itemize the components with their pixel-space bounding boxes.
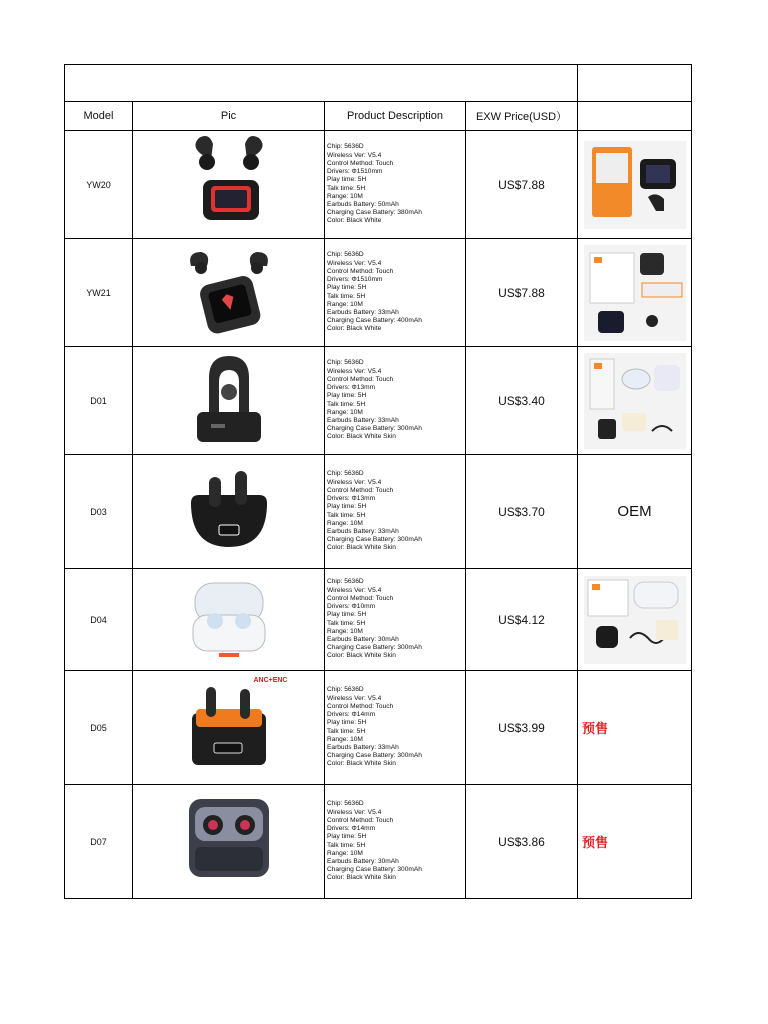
spec-line: Range: 10M (327, 300, 363, 308)
spec-line: Chip: 5636D (327, 359, 364, 367)
spec-line: Control Method: Touch (327, 267, 394, 275)
spec-line: Color: Black White Skin (327, 433, 396, 441)
spec-line: Chip: 5636D (327, 470, 364, 478)
spec-line: Range: 10M (327, 627, 363, 635)
spec-line: Color: Black White (327, 217, 382, 225)
earbuds-product-image (179, 242, 279, 338)
spec-line: Charging Case Battery: 400mAh (327, 317, 422, 325)
oem-text: OEM (617, 502, 652, 520)
spec-line: Drivers: Φ13mm (327, 495, 376, 503)
spec-line: Wireless Ver: V5.4 (327, 694, 382, 702)
retail-package-image (582, 574, 688, 666)
spec-line: Play time: 5H (327, 392, 367, 400)
product-model: YW21 (65, 239, 133, 347)
product-description (325, 131, 466, 239)
spec-line: Charging Case Battery: 300mAh (327, 644, 422, 652)
earbuds-product-image (174, 677, 284, 773)
exw-price: US$3.99 (466, 671, 578, 785)
package-photo (578, 569, 692, 671)
spec-line: Drivers: Φ14mm (327, 711, 376, 719)
product-picture (133, 569, 325, 671)
earbuds-product-image (179, 461, 279, 557)
spec-line: Control Method: Touch (327, 594, 394, 602)
spec-line: Earbuds Battery: 33mAh (327, 308, 399, 316)
product-model: D04 (65, 569, 133, 671)
exw-price: US$3.40 (466, 347, 578, 455)
header-description: Product Description (325, 102, 466, 131)
spec-line: Control Method: Touch (327, 375, 394, 383)
retail-package-image (582, 139, 688, 231)
spec-line: Drivers: Φ1510mm (327, 168, 383, 176)
spec-line: Chip: 5636D (327, 686, 364, 694)
spec-line: Drivers: Φ10mm (327, 603, 376, 611)
product-row (65, 569, 692, 671)
presale-text: 预售 (582, 721, 609, 736)
product-model: D03 (65, 455, 133, 569)
product-description (325, 671, 466, 785)
product-description (325, 785, 466, 899)
package-photo (578, 239, 692, 347)
spec-line: Color: Black White Skin (327, 760, 396, 768)
product-picture (133, 239, 325, 347)
presale-label (578, 671, 692, 785)
spec-line: Control Method: Touch (327, 702, 394, 710)
exw-price: US$4.12 (466, 569, 578, 671)
product-row (65, 785, 692, 899)
spec-line: Earbuds Battery: 33mAh (327, 743, 399, 751)
product-row (65, 455, 692, 569)
spec-line: Chip: 5636D (327, 251, 364, 259)
presale-label (578, 785, 692, 899)
header-extra (578, 102, 692, 131)
exw-price: US$7.88 (466, 131, 578, 239)
product-picture (133, 785, 325, 899)
product-row (65, 347, 692, 455)
earbuds-product-image (179, 350, 279, 446)
spec-line: Control Method: Touch (327, 486, 394, 494)
spec-line: Earbuds Battery: 50mAh (327, 200, 399, 208)
spec-line: Wireless Ver: V5.4 (327, 586, 382, 594)
exw-price: US$3.86 (466, 785, 578, 899)
product-model: D01 (65, 347, 133, 455)
spec-line: Play time: 5H (327, 833, 367, 841)
product-picture (133, 455, 325, 569)
product-description (325, 347, 466, 455)
spec-line: Charging Case Battery: 300mAh (327, 752, 422, 760)
product-description (325, 569, 466, 671)
spec-line: Range: 10M (327, 735, 363, 743)
spec-line: Control Method: Touch (327, 159, 394, 167)
spec-line: Drivers: Φ1510mm (327, 276, 383, 284)
spec-line: Range: 10M (327, 408, 363, 416)
retail-package-image (582, 351, 688, 451)
product-model: D05 (65, 671, 133, 785)
spec-line: Chip: 5636D (327, 800, 364, 808)
spec-line: Earbuds Battery: 30mAh (327, 857, 399, 865)
title-row (65, 65, 692, 102)
retail-package-image (582, 243, 688, 343)
product-model: D07 (65, 785, 133, 899)
product-model: YW20 (65, 131, 133, 239)
product-row (65, 239, 692, 347)
oem-label (578, 455, 692, 569)
spec-line: Wireless Ver: V5.4 (327, 478, 382, 486)
spec-line: Talk time: 5H (327, 511, 366, 519)
spec-line: Color: Black White Skin (327, 652, 396, 660)
spec-line: Talk time: 5H (327, 727, 366, 735)
anc-enc-badge: ANC+ENC (253, 677, 288, 684)
spec-line: Range: 10M (327, 849, 363, 857)
header-model: Model (65, 102, 133, 131)
package-photo (578, 131, 692, 239)
spec-line: Earbuds Battery: 33mAh (327, 527, 399, 535)
spec-line: Talk time: 5H (327, 184, 366, 192)
spec-line: Wireless Ver: V5.4 (327, 367, 382, 375)
spec-line: Color: Black White Skin (327, 874, 396, 882)
spec-line: Play time: 5H (327, 611, 367, 619)
product-row (65, 671, 692, 785)
sheet-title (65, 65, 578, 102)
spec-line: Drivers: Φ13mm (327, 384, 376, 392)
spec-line: Wireless Ver: V5.4 (327, 259, 382, 267)
spec-line: Play time: 5H (327, 176, 367, 184)
spec-line: Charging Case Battery: 300mAh (327, 536, 422, 544)
spec-line: Range: 10M (327, 192, 363, 200)
earbuds-product-image (179, 789, 279, 889)
spec-line: Charging Case Battery: 300mAh (327, 425, 422, 433)
spec-line: Color: Black White (327, 325, 382, 333)
spec-line: Earbuds Battery: 33mAh (327, 416, 399, 424)
spec-line: Control Method: Touch (327, 816, 394, 824)
header-price: EXW Price(USD） (466, 102, 578, 131)
spec-line: Chip: 5636D (327, 143, 364, 151)
exw-price: US$3.70 (466, 455, 578, 569)
header-pic: Pic (133, 102, 325, 131)
product-picture (133, 131, 325, 239)
spec-line: Play time: 5H (327, 719, 367, 727)
product-picture (133, 671, 325, 785)
exw-price: US$7.88 (466, 239, 578, 347)
product-description (325, 455, 466, 569)
spec-line: Talk time: 5H (327, 619, 366, 627)
spec-line: Color: Black White Skin (327, 544, 396, 552)
spec-line: Play time: 5H (327, 284, 367, 292)
product-row (65, 131, 692, 239)
spec-line: Talk time: 5H (327, 841, 366, 849)
spec-line: Earbuds Battery: 30mAh (327, 635, 399, 643)
earbuds-product-image (179, 569, 279, 665)
product-picture (133, 347, 325, 455)
spec-line: Charging Case Battery: 300mAh (327, 866, 422, 874)
spec-line: Talk time: 5H (327, 292, 366, 300)
header-row (65, 102, 692, 131)
spec-line: Drivers: Φ14mm (327, 825, 376, 833)
earbuds-product-image (179, 134, 279, 230)
price-list-table (64, 64, 692, 899)
product-description (325, 239, 466, 347)
package-photo (578, 347, 692, 455)
spec-line: Wireless Ver: V5.4 (327, 808, 382, 816)
spec-line: Chip: 5636D (327, 578, 364, 586)
spec-line: Play time: 5H (327, 503, 367, 511)
spec-line: Wireless Ver: V5.4 (327, 151, 382, 159)
presale-text: 预售 (582, 835, 609, 850)
spec-line: Talk time: 5H (327, 400, 366, 408)
spec-line: Range: 10M (327, 519, 363, 527)
spec-line: Charging Case Battery: 380mAh (327, 209, 422, 217)
title-extra-cell (578, 65, 692, 102)
